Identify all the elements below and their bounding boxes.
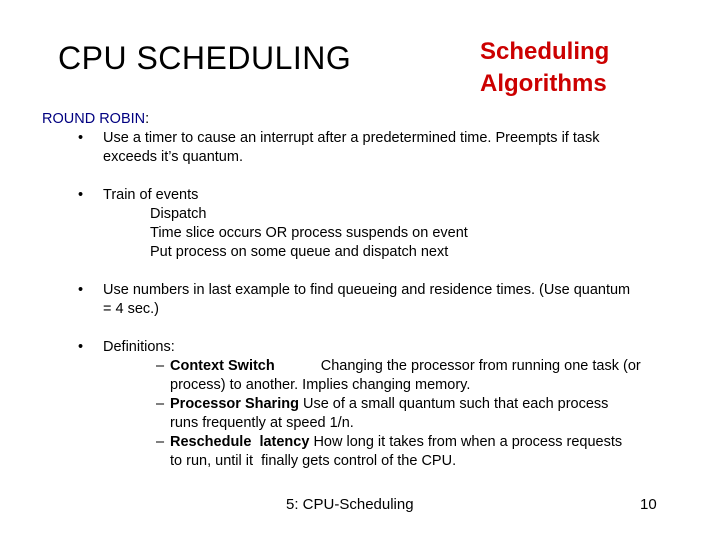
bullet-text-line: Train of events bbox=[103, 187, 199, 203]
slide-subtitle bbox=[480, 36, 609, 100]
subtitle-line-1: Scheduling bbox=[480, 38, 610, 65]
bullet-dot: • bbox=[78, 339, 84, 355]
event-line: Put process on some queue and dispatch next bbox=[150, 244, 449, 260]
slide-title: CPU SCHEDULING bbox=[58, 40, 352, 76]
definition-text: Use of a small quantum such that each process bbox=[302, 396, 609, 412]
bullet-definitions bbox=[42, 338, 692, 357]
bullet-dot: • bbox=[78, 187, 84, 203]
sub-dash: – bbox=[156, 396, 165, 412]
bullet-text-line: Definitions: bbox=[103, 339, 175, 355]
definition-text: runs frequently at speed 1/n. bbox=[170, 415, 354, 431]
sub-dash: – bbox=[156, 434, 165, 450]
bullet-timer bbox=[42, 129, 692, 167]
bullet-train-of-events bbox=[42, 186, 692, 205]
bullet-text-line: Use numbers in last example to find queueing and residence times. (Use quantum bbox=[103, 282, 631, 298]
definition-context-switch bbox=[42, 357, 692, 395]
sub-dash: – bbox=[156, 358, 165, 374]
section-heading-text: ROUND ROBIN bbox=[42, 111, 146, 127]
event-line: Time slice occurs OR process suspends on event bbox=[150, 225, 468, 241]
event-line: Dispatch bbox=[150, 206, 207, 222]
slide-body bbox=[42, 110, 692, 471]
definition-text: process) to another. Implies changing memory. bbox=[170, 377, 471, 393]
bullet-dot: • bbox=[78, 130, 84, 146]
page-number: 10 bbox=[640, 496, 657, 513]
definition-reschedule-latency bbox=[42, 433, 692, 471]
definition-term: Processor Sharing bbox=[170, 396, 299, 412]
bullet-text-line: exceeds it’s quantum. bbox=[103, 149, 243, 165]
definition-text: to run, until it finally gets control of the CPU. bbox=[170, 453, 457, 469]
definition-term: Reschedule latency bbox=[170, 434, 310, 450]
footer-label: 5: CPU-Scheduling bbox=[286, 496, 414, 513]
section-heading-colon: : bbox=[145, 111, 150, 127]
definition-term: Context Switch bbox=[170, 358, 275, 374]
subtitle-line-2: Algorithms bbox=[480, 70, 607, 97]
definition-text: Changing the processor from running one task (or bbox=[320, 358, 641, 374]
definition-text: How long it takes from when a process requests bbox=[313, 434, 623, 450]
definition-processor-sharing bbox=[42, 395, 692, 433]
bullet-dot: • bbox=[78, 282, 84, 298]
bullet-text-line: = 4 sec.) bbox=[103, 301, 160, 317]
bullet-numbers bbox=[42, 281, 692, 319]
section-heading bbox=[42, 110, 692, 129]
bullet-text-line: Use a timer to cause an interrupt after a predetermined time. Preempts if task bbox=[103, 130, 600, 146]
